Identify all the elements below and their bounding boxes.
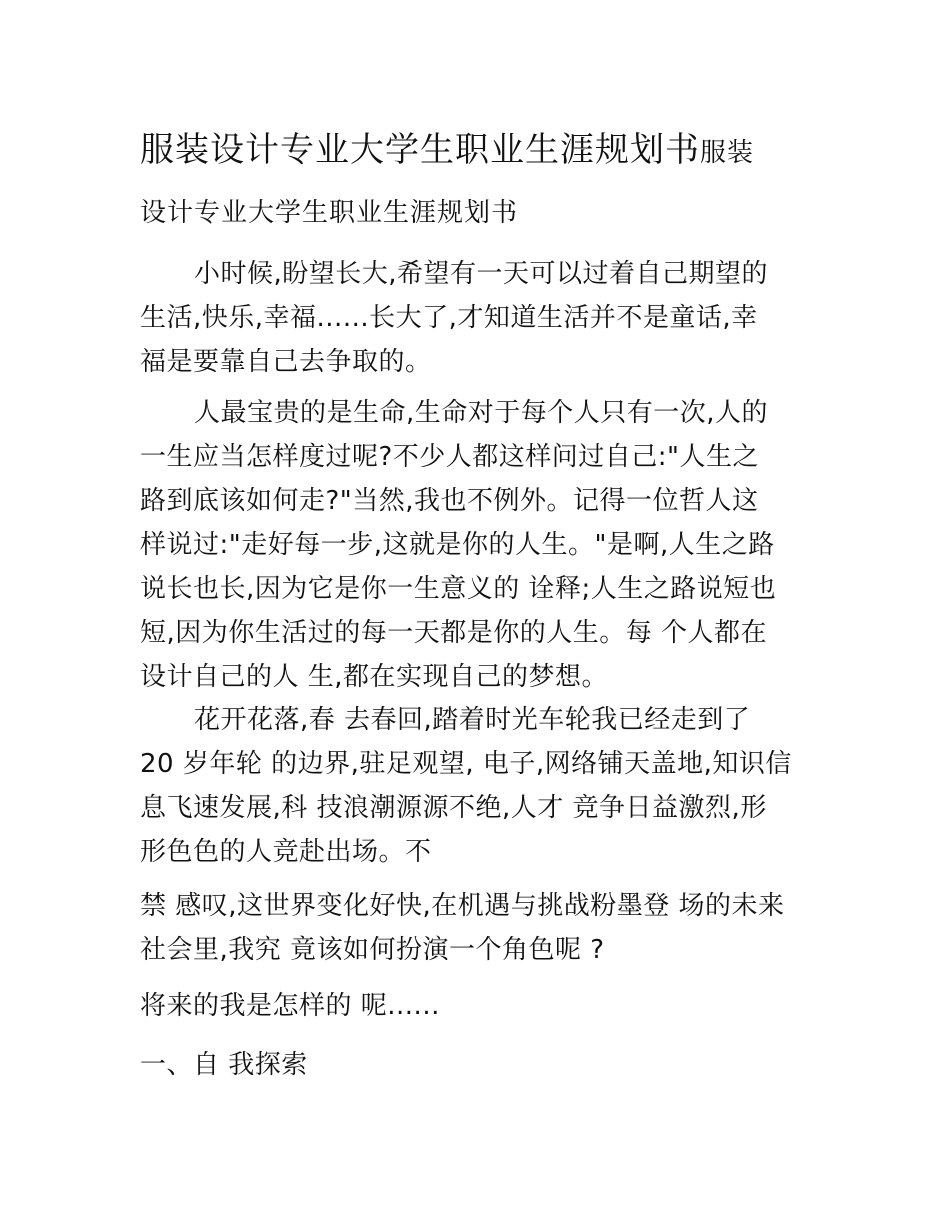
paragraph-line: 禁 感叹,这世界变化好快,在机遇与挑战粉墨登 场的未来 <box>140 891 785 921</box>
paragraph-line: 小时候,盼望长大,希望有一天可以过着自己期望的 <box>194 259 769 289</box>
paragraph-line: 短,因为你生活过的每一天都是你的人生。每 个人都在 <box>140 618 768 648</box>
paragraph-line: 福是要靠自己去争取的。 <box>140 347 432 377</box>
title-main-text: 服装设计专业大学生职业生涯规划书 <box>140 130 700 170</box>
paragraph-world-change <box>140 884 820 972</box>
paragraph-future-self <box>140 984 820 1028</box>
section-heading-text: 一、自 我探索 <box>140 1050 308 1080</box>
paragraph-line: 样说过:"走好每一步,这就是你的人生。"是啊,人生之路 <box>140 530 775 560</box>
paragraph-line: 将来的我是怎样的 呢...... <box>140 991 440 1021</box>
paragraph-childhood <box>140 252 820 384</box>
title-continuation: 设计专业大学生职业生涯规划书 <box>140 198 519 228</box>
paragraph-life <box>140 391 820 699</box>
paragraph-line: 20 岁年轮 的边界,驻足观望, 电子,网络铺天盖地,知识信 <box>140 749 792 779</box>
paragraph-line: 社会里,我究 竟该如何扮演一个角色呢 ? <box>140 935 605 965</box>
paragraph-line: 生活,快乐,幸福......长大了,才知道生活并不是童话,幸 <box>140 303 758 333</box>
paragraph-line: 形色色的人竞赴出场。不 <box>140 837 432 867</box>
paragraph-line: 人最宝贵的是生命,生命对于每个人只有一次,人的 <box>194 398 769 428</box>
paragraph-line: 说长也长,因为它是你一生意义的 诠释;人生之路说短也 <box>140 574 777 604</box>
paragraph-line: 一生应当怎样度过呢?不少人都这样问过自己:"人生之 <box>140 442 760 472</box>
section-heading-self-exploration <box>140 1043 820 1087</box>
paragraph-line: 设计自己的人 生,都在实现自己的梦想。 <box>140 662 609 692</box>
paragraph-line: 息飞速发展,科 技浪潮源源不绝,人才 竞争日益激烈,形 <box>140 793 767 823</box>
document-title <box>140 128 754 178</box>
title-trailing-text: 服装 <box>700 138 755 168</box>
paragraph-line: 花开花落,春 去春回,踏着时光车轮我已经走到了 <box>194 705 751 735</box>
paragraph-flowers <box>140 698 820 874</box>
paragraph-line: 路到底该如何走?"当然,我也不例外。记得一位哲人这 <box>140 486 759 516</box>
